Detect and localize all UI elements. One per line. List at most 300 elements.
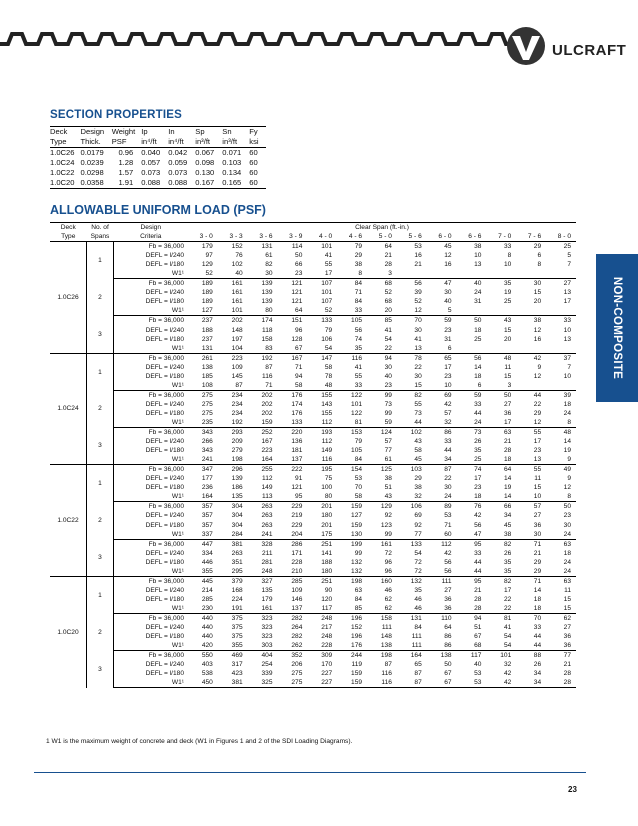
table-row [50,251,576,260]
load-value-cell: 39 [546,390,576,400]
load-value-cell: 114 [278,242,308,252]
load-value-cell: 71 [265,381,273,389]
load-value-cell: 23 [474,484,482,492]
criteria-cell: Fb = 36,000 [114,390,189,400]
load-value-cell: 186 [231,484,243,492]
load-value-cell: 57 [444,409,452,417]
load-value-cell: 111 [411,642,422,650]
criteria-cell: DEFL = l/240 [114,326,189,335]
load-value-cell: 92 [414,521,422,529]
load-value-cell: 101 [231,307,243,315]
load-value-cell: 60 [444,530,452,538]
criteria-cell: W1¹ [114,604,189,614]
load-value-cell: 18 [533,604,542,612]
load-value-cell: 52 [414,298,422,306]
criteria-cell: DEFL = l/180 [114,632,189,641]
load-value-cell: 230 [201,604,213,612]
load-value-cell: 30 [516,279,546,289]
load-value-cell: 33 [444,438,452,446]
load-value-cell: 84 [337,279,367,289]
load-value-cell: 112 [427,539,457,549]
load-value-cell: 159 [261,419,273,426]
load-value-cell: 36 [444,604,452,612]
table-row [50,530,576,540]
load-value-cell: 17 [444,363,452,371]
span-header: 3 - 0 [188,232,218,242]
load-value-cell: 117 [457,651,487,661]
section-properties-title: SECTION PROPERTIES [50,109,183,121]
load-value-cell: 266 [201,438,213,446]
load-value-cell: 18 [533,595,542,603]
load-value-cell: 339 [261,670,273,678]
load-value-cell: 328 [248,539,278,549]
load-value-cell: 159 [337,678,367,688]
load-value-cell: 11 [534,475,542,483]
load-value-cell: 176 [278,390,308,400]
load-value-cell: 94 [457,613,487,623]
column-header: in⁴/ft [141,137,168,148]
load-value-cell: 71 [444,521,452,529]
load-value-cell: 25 [474,335,482,343]
load-value-cell: 275 [188,390,218,400]
criteria-cell: DEFL = l/180 [114,558,189,567]
load-value-cell [546,306,576,316]
load-value-cell: 36 [444,595,452,603]
span-header: 4 - 6 [337,232,367,242]
load-value-cell: 95 [457,576,487,586]
load-value-cell: 45 [503,521,512,529]
load-value-cell: 192 [231,419,243,426]
load-value-cell: 248 [321,633,333,641]
criteria-cell: W1¹ [114,530,189,540]
table-cell: 1.28 [118,158,134,167]
load-value-cell: 189 [201,298,213,306]
criteria-cell: DEFL = l/240 [114,623,189,632]
load-value-cell: 317 [231,661,243,669]
page-number: 23 [568,785,577,794]
load-value-cell: 224 [231,595,243,603]
load-value-cell: 469 [218,651,248,661]
load-value-cell: 167 [278,353,308,363]
load-value-cell: 211 [262,549,273,557]
table-cell: 0.96 [118,148,134,157]
load-value-cell: 54 [414,549,422,557]
load-value-cell: 143 [321,400,333,408]
load-value-cell: 56 [444,567,452,575]
load-value-cell: 21 [384,252,392,260]
load-value-cell: 61 [384,456,392,464]
load-value-cell: 112 [321,419,333,426]
header-row [50,232,576,242]
load-value-cell: 58 [354,493,363,501]
load-value-cell: 32 [444,419,452,426]
load-value-cell: 80 [324,493,333,501]
load-value-cell: 52 [384,289,392,297]
table-row [50,381,576,391]
load-value-cell: 70 [354,484,363,492]
load-value-cell: 14 [503,475,512,483]
spans-cell: 2 [87,279,114,316]
load-value-cell: 79 [354,438,363,446]
table-row [50,306,576,316]
load-value-cell: 198 [367,651,397,661]
load-value-cell: 76 [457,502,487,512]
load-value-cell: 28 [503,447,512,455]
table-row [50,632,576,641]
load-value-cell: 275 [291,670,303,678]
table-cell: 0.057 [141,158,161,167]
load-value-cell: 30 [414,326,422,334]
load-value-cell: 42 [503,670,512,678]
load-value-cell: 9 [567,456,571,464]
load-value-cell: 337 [201,530,213,538]
load-value-cell: 334 [201,549,213,557]
criteria-cell: Fb = 36,000 [114,539,189,549]
load-value-cell: 10 [533,493,542,501]
load-value-cell: 106 [397,502,427,512]
load-value-cell: 96 [384,567,392,575]
table-row [50,455,576,465]
load-value-cell: 42 [474,512,482,520]
load-value-cell: 69 [427,390,457,400]
span-header: 3 - 9 [278,232,308,242]
side-tab [596,254,638,402]
load-value-cell [546,269,576,279]
load-value-cell: 15 [503,326,512,334]
load-value-cell: 229 [291,521,303,529]
table-row [50,168,266,178]
load-value-cell: 139 [261,298,273,306]
load-value-cell: 22 [533,400,542,408]
table-cell: 1.57 [118,168,134,177]
column-header: Deck [50,127,81,138]
load-value-cell [516,306,546,316]
load-value-cell: 29 [533,558,542,566]
load-value-cell: 55 [324,261,333,269]
load-value-cell: 35 [354,344,363,352]
load-value-cell: 54 [324,344,333,352]
load-value-cell: 127 [351,512,363,520]
load-value-cell: 83 [265,344,273,352]
load-value-cell: 45 [427,242,457,252]
load-value-cell: 23 [295,270,303,278]
table-row [50,511,576,520]
load-value-cell: 54 [384,335,392,343]
load-value-cell: 375 [231,624,243,632]
load-value-cell: 117 [321,604,333,612]
load-value-cell: 139 [231,475,243,483]
load-value-cell: 220 [278,428,308,438]
load-value-cell: 90 [324,586,333,594]
load-value-cell: 123 [380,521,392,529]
load-value-cell: 105 [337,316,367,326]
table-row [50,418,576,428]
load-value-cell: 222 [278,465,308,475]
load-value-cell: 21 [474,586,482,594]
load-value-cell: 158 [367,613,397,623]
load-value-cell: 53 [397,242,427,252]
criteria-cell: DEFL = l/180 [114,260,189,269]
load-value-cell: 56 [444,558,452,566]
load-value-cell: 84 [414,624,422,632]
load-value-cell: 132 [351,567,363,575]
load-value-cell: 18 [474,326,482,334]
load-value-cell: 34 [516,678,546,688]
load-value-cell: 111 [427,576,457,586]
load-value-cell: 179 [261,595,273,603]
load-value-cell: 64 [295,307,303,315]
load-value-cell: 261 [188,353,218,363]
load-value-cell: 23 [384,381,392,389]
load-value-cell: 13 [563,335,571,343]
column-header: Type [50,137,81,148]
load-value-cell: 155 [307,390,337,400]
load-value-cell: 99 [367,390,397,400]
span-header: 7 - 0 [486,232,516,242]
load-value-cell: 22 [503,604,512,612]
load-value-cell: 447 [188,539,218,549]
load-value-cell: 42 [486,678,516,688]
load-value-cell: 125 [367,465,397,475]
load-value-cell: 44 [533,633,542,641]
load-value-cell: 63 [486,428,516,438]
load-value-cell: 29 [354,252,363,260]
load-value-cell: 20 [533,298,542,306]
load-value-cell: 23 [444,326,452,334]
load-value-cell: 5 [447,307,452,315]
load-value-cell: 214 [201,586,213,594]
span-header: 7 - 6 [516,232,546,242]
load-value-cell: 61 [265,252,273,260]
load-value-cell: 33 [474,400,482,408]
load-value-cell: 40 [457,279,487,289]
load-value-cell: 26 [503,549,512,557]
load-value-cell: 111 [411,633,422,641]
load-value-cell: 24 [474,289,482,297]
load-value-cell: 38 [354,261,363,269]
load-value-cell: 121 [278,279,308,289]
deck-type-cell: 1.0C26 [57,293,79,301]
load-value-cell: 23 [563,512,571,520]
load-value-cell: 27 [444,586,452,594]
load-value-cell: 36 [533,521,542,529]
load-value-cell: 89 [427,502,457,512]
load-value-cell: 101 [351,400,363,408]
load-value-cell: 237 [201,335,213,343]
load-value-cell: 77 [384,447,392,455]
table-row [50,623,576,632]
load-value-cell: 87 [427,465,457,475]
load-value-cell: 122 [351,409,363,417]
load-value-cell: 43 [384,493,392,501]
table-row [50,678,576,688]
criteria-cell: DEFL = l/180 [114,669,189,678]
load-value-cell: 54 [503,633,512,641]
load-value-cell: 234 [218,390,248,400]
load-value-cell: 279 [231,447,243,455]
span-header: 4 - 0 [307,232,337,242]
load-value-cell: 26 [533,661,542,669]
load-value-cell: 33 [486,242,516,252]
column-header: Design [81,127,112,138]
load-value-cell: 47 [474,530,482,538]
load-value-cell: 227 [307,678,337,688]
load-value-cell: 33 [533,624,542,632]
load-value-cell: 357 [188,502,218,512]
load-value-cell: 11 [564,586,571,594]
load-value-cell: 43 [486,316,516,326]
criteria-cell: W1¹ [114,567,189,577]
criteria-cell: Fb = 36,000 [114,576,189,586]
load-value-cell: 202 [248,390,278,400]
table-row [50,344,576,354]
load-value-cell: 94 [367,353,397,363]
criteria-cell: W1¹ [114,492,189,502]
column-header: Sp [195,127,222,138]
load-value-cell: 21 [563,661,571,669]
load-value-cell: 12 [533,372,542,380]
load-value-cell: 87 [414,670,422,678]
load-value-cell: 42 [444,549,452,557]
load-value-cell: 189 [201,289,213,297]
load-value-cell: 210 [291,567,303,575]
load-value-cell: 38 [503,530,512,538]
column-header: ksi [249,137,265,148]
load-value-cell: 85 [354,604,363,612]
load-value-cell: 139 [248,279,278,289]
load-value-cell: 18 [563,400,571,408]
load-value-cell: 403 [201,661,213,669]
load-value-cell [546,381,576,391]
table-row [50,260,576,269]
load-value-cell: 42 [444,400,452,408]
load-value-cell: 35 [503,558,512,566]
side-tab-label: NON-COMPOSITE [611,276,623,380]
criteria-cell: DEFL = l/240 [114,363,189,372]
load-value-cell: 62 [384,604,392,612]
load-value-cell: 19 [563,447,571,455]
table-row [50,400,576,409]
load-value-cell: 381 [218,678,248,688]
criteria-cell: Fb = 36,000 [114,613,189,623]
load-value-cell: 176 [291,409,303,417]
load-value-cell: 50 [444,661,452,669]
table-cell: 0.042 [168,148,188,157]
table-row [50,465,576,475]
table-cell: 0.088 [141,178,168,189]
load-value-cell: 234 [231,400,243,408]
table-row [50,576,576,586]
column-header: in⁴/ft [168,137,195,148]
table-cell: 0.067 [195,148,215,157]
load-value-cell: 66 [486,502,516,512]
load-value-cell: 235 [201,419,213,426]
footnote: 1 W1 is the maximum weight of concrete and deck (W1 in Figures 1 and 2 of the SDI Loading Diagrams). [46,738,353,745]
load-value-cell: 34 [533,670,542,678]
table-row [50,483,576,492]
load-value-cell: 284 [231,530,243,538]
column-header: Design [114,223,189,233]
load-value-cell: 55 [516,465,546,475]
load-value-cell: 263 [261,512,273,520]
criteria-cell: W1¹ [114,269,189,279]
spans-cell: 3 [87,428,114,465]
span-header: 3 - 6 [248,232,278,242]
load-value-cell: 53 [457,678,487,688]
load-value-cell: 47 [427,279,457,289]
load-value-cell: 6 [537,252,542,260]
load-value-cell: 44 [414,419,422,426]
table-cell: 60 [249,168,258,177]
criteria-cell: Fb = 36,000 [114,651,189,661]
load-value-cell: 106 [321,335,333,343]
load-value-cell: 108 [201,381,213,389]
load-value-cell: 3 [507,381,512,389]
load-value-cell: 109 [231,363,243,371]
load-value-cell: 99 [354,549,363,557]
load-value-cell: 38 [457,242,487,252]
load-value-cell: 158 [261,335,273,343]
criteria-cell: Fb = 36,000 [114,242,189,252]
header-row [50,127,266,138]
load-value-cell: 252 [248,428,278,438]
load-value-cell: 15 [563,595,571,603]
load-value-cell: 251 [307,576,337,586]
criteria-cell: Fb = 36,000 [114,279,189,289]
load-value-cell: 8 [507,252,512,260]
load-value-cell: 148 [231,326,243,334]
load-value-cell: 285 [278,576,308,586]
load-value-cell: 33 [354,381,363,389]
load-value-cell: 375 [231,633,243,641]
load-value-cell: 164 [261,456,273,464]
criteria-cell: Fb = 36,000 [114,428,189,438]
load-value-cell: 12 [444,252,452,260]
load-value-cell: 188 [201,326,213,334]
load-value-cell: 92 [384,512,392,520]
load-value-cell: 67 [427,678,457,688]
load-value-cell: 44 [474,567,482,575]
load-value-cell: 35 [486,279,516,289]
load-value-cell: 9 [537,363,542,371]
load-value-cell: 62 [384,595,392,603]
table-cell: 0.071 [222,148,242,157]
load-value-cell [546,344,576,354]
load-value-cell: 28 [474,604,482,612]
load-value-cell: 32 [503,661,512,669]
criteria-cell: W1¹ [114,306,189,316]
load-value-cell: 128 [291,335,303,343]
load-value-cell: 175 [321,530,333,538]
load-value-cell: 12 [533,326,542,334]
load-value-cell: 107 [321,298,333,306]
load-value-cell: 357 [201,512,213,520]
criteria-cell: DEFL = l/240 [114,474,189,483]
span-header: 8 - 0 [546,232,576,242]
load-value-cell: 202 [261,409,273,417]
load-value-cell: 161 [231,289,243,297]
load-value-cell: 88 [516,651,546,661]
load-value-cell: 177 [201,475,213,483]
load-value-cell: 75 [324,475,333,483]
load-value-cell: 87 [265,363,273,371]
table-cell: 0.0298 [80,168,104,177]
criteria-cell: DEFL = l/180 [114,483,189,492]
load-value-cell: 48 [486,353,516,363]
load-value-cell: 227 [321,670,333,678]
load-value-cell: 44 [444,447,452,455]
load-value-cell: 8 [537,261,542,269]
